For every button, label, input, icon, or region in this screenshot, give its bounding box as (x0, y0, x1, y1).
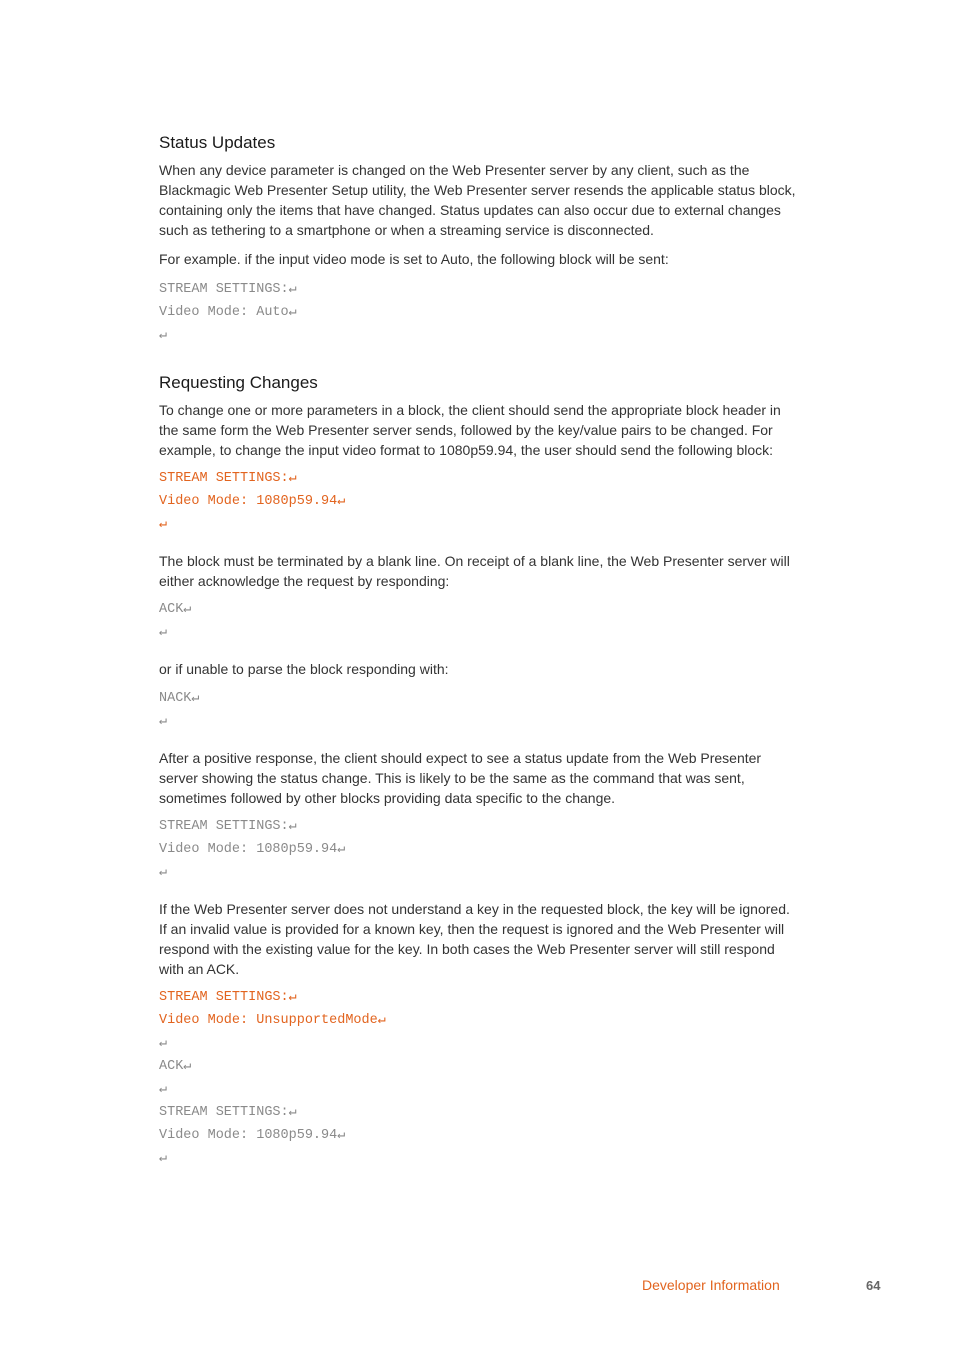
code-line: ↵ (159, 625, 168, 640)
code-line: ↵ (159, 865, 168, 880)
code-line: Video Mode: Auto↵ (159, 305, 297, 320)
code-line: ACK↵ (159, 602, 192, 617)
code-block-invalid-request (159, 986, 799, 1032)
code-line: STREAM SETTINGS:↵ (159, 990, 297, 1005)
code-block-invalid-response (159, 1032, 799, 1170)
code-line: Video Mode: 1080p59.94↵ (159, 494, 346, 509)
code-line: ↵ (159, 328, 168, 343)
code-line: STREAM SETTINGS:↵ (159, 819, 297, 834)
code-line: STREAM SETTINGS:↵ (159, 471, 297, 486)
code-line: Video Mode: 1080p59.94↵ (159, 1128, 346, 1143)
paragraph: For example. if the input video mode is set to Auto, the following block will be sent: (159, 251, 669, 267)
code-block-nack (159, 687, 799, 733)
code-line: ↵ (159, 1082, 168, 1097)
page-number: 64 (866, 1278, 881, 1293)
code-line: STREAM SETTINGS:↵ (159, 1105, 297, 1120)
code-line: ↵ (159, 517, 168, 532)
page-content (159, 131, 799, 1170)
code-line: NACK↵ (159, 691, 200, 706)
code-line: ↵ (159, 1036, 168, 1051)
code-block-status (159, 815, 799, 884)
code-line: ↵ (159, 714, 168, 729)
code-line: Video Mode: 1080p59.94↵ (159, 842, 346, 857)
section-heading-status-updates: Status Updates (159, 133, 276, 152)
code-line: Video Mode: UnsupportedMode↵ (159, 1013, 386, 1028)
paragraph: If the Web Presenter server does not understand a key in the requested block, the key will be ignored. If an invalid value is provided for a known key, then the request is ignored and the Web Presenter will respond with the existing value for the key. In both cases the Web Presenter server will still respond with an ACK. (159, 901, 790, 977)
footer-section-label: Developer Information (642, 1277, 780, 1293)
paragraph: The block must be terminated by a blank line. On receipt of a blank line, the Web Presenter server will either acknowledge the request by responding: (159, 553, 790, 589)
code-line: ACK↵ (159, 1059, 192, 1074)
code-block-request (159, 467, 799, 536)
code-block-ack (159, 598, 799, 644)
code-block (159, 278, 799, 347)
code-line: ↵ (159, 1151, 168, 1166)
section-heading-requesting-changes: Requesting Changes (159, 373, 318, 392)
code-line: STREAM SETTINGS:↵ (159, 282, 297, 297)
paragraph: When any device parameter is changed on the Web Presenter server by any client, such as the Blackmagic Web Presenter Setup utility, the Web Presenter server resends the applicable status block, containing only the items that have changed. Status updates can also occur due to external changes such as tethering to a smartphone or when a streaming service is disconnected. (159, 162, 796, 238)
paragraph: To change one or more parameters in a block, the client should send the appropriate block header in the same form the Web Presenter server sends, followed by the key/value pairs to be changed. For example, to change the input video format to 1080p59.94, the user should send the following block: (159, 402, 781, 458)
paragraph: After a positive response, the client should expect to see a status update from the Web Presenter server showing the status change. This is likely to be the same as the command that was sent, sometimes followed by other blocks providing data specific to the change. (159, 750, 762, 806)
paragraph: or if unable to parse the block responding with: (159, 661, 449, 677)
